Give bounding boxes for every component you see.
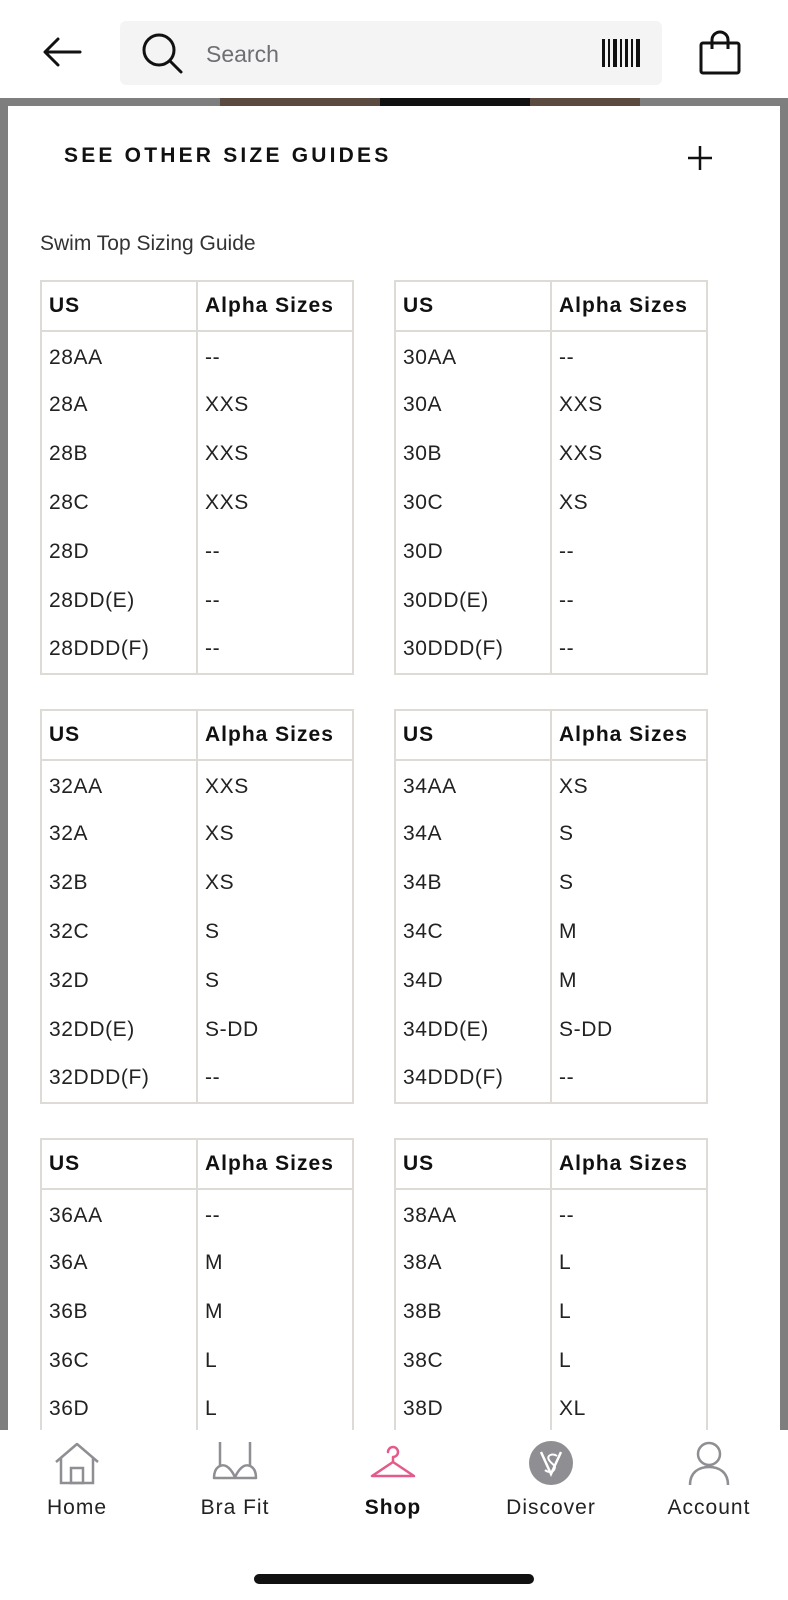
us-size: 30D bbox=[395, 527, 551, 576]
alpha-size: -- bbox=[551, 331, 707, 380]
alpha-size: XS bbox=[551, 478, 707, 527]
nav-discover[interactable] bbox=[476, 1440, 626, 1550]
alpha-size: XXS bbox=[551, 380, 707, 429]
size-table bbox=[394, 1138, 708, 1430]
table-row bbox=[41, 1238, 353, 1287]
us-size: 38AA bbox=[395, 1189, 551, 1238]
us-size: 36C bbox=[41, 1336, 197, 1385]
alpha-header: Alpha Sizes bbox=[551, 281, 707, 331]
us-header: US bbox=[41, 710, 197, 760]
alpha-size: XL bbox=[551, 1385, 707, 1430]
bra-icon bbox=[210, 1440, 260, 1486]
alpha-size: L bbox=[551, 1238, 707, 1287]
alpha-size: S bbox=[197, 907, 353, 956]
alpha-size: XS bbox=[197, 809, 353, 858]
alpha-size: S bbox=[197, 956, 353, 1005]
alpha-size: XXS bbox=[197, 478, 353, 527]
table-row bbox=[41, 760, 353, 809]
table-row bbox=[395, 478, 707, 527]
us-size: 30DD(E) bbox=[395, 576, 551, 625]
table-header-row bbox=[395, 1139, 707, 1189]
alpha-size: -- bbox=[197, 527, 353, 576]
barcode-scan-icon[interactable] bbox=[602, 39, 640, 67]
size-table bbox=[394, 280, 708, 675]
table-row bbox=[395, 1385, 707, 1430]
guide-title: Swim Top Sizing Guide bbox=[40, 232, 256, 255]
us-size: 30DDD(F) bbox=[395, 625, 551, 674]
table-row bbox=[395, 1287, 707, 1336]
us-size: 34B bbox=[395, 858, 551, 907]
nav-discover-label: Discover bbox=[506, 1496, 596, 1519]
see-other-size-guides-toggle[interactable] bbox=[8, 106, 780, 206]
alpha-size: XXS bbox=[197, 429, 353, 478]
us-size: 34A bbox=[395, 809, 551, 858]
search-icon bbox=[140, 31, 184, 75]
us-size: 28A bbox=[41, 380, 197, 429]
table-row bbox=[395, 527, 707, 576]
nav-bra-fit-label: Bra Fit bbox=[200, 1496, 270, 1519]
us-size: 32DDD(F) bbox=[41, 1054, 197, 1103]
us-size: 30B bbox=[395, 429, 551, 478]
alpha-size: S bbox=[551, 809, 707, 858]
alpha-size: -- bbox=[197, 625, 353, 674]
us-size: 36D bbox=[41, 1385, 197, 1430]
table-row bbox=[395, 858, 707, 907]
size-table bbox=[40, 709, 354, 1104]
hanger-icon bbox=[368, 1440, 418, 1486]
table-row bbox=[395, 1336, 707, 1385]
table-row bbox=[41, 809, 353, 858]
person-icon bbox=[684, 1440, 734, 1486]
us-size: 32DD(E) bbox=[41, 1005, 197, 1054]
table-row bbox=[41, 331, 353, 380]
search-bar[interactable] bbox=[120, 21, 662, 85]
alpha-size: S-DD bbox=[551, 1005, 707, 1054]
home-indicator bbox=[254, 1574, 534, 1584]
us-header: US bbox=[41, 281, 197, 331]
table-row bbox=[395, 1054, 707, 1103]
us-size: 36B bbox=[41, 1287, 197, 1336]
alpha-size: -- bbox=[551, 625, 707, 674]
us-header: US bbox=[41, 1139, 197, 1189]
size-guide-sheet bbox=[8, 106, 780, 1430]
table-row bbox=[41, 478, 353, 527]
us-size: 28DD(E) bbox=[41, 576, 197, 625]
us-size: 34DD(E) bbox=[395, 1005, 551, 1054]
alpha-size: XS bbox=[197, 858, 353, 907]
us-size: 32A bbox=[41, 809, 197, 858]
table-row bbox=[395, 956, 707, 1005]
us-size: 32AA bbox=[41, 760, 197, 809]
table-row bbox=[41, 1005, 353, 1054]
alpha-size: M bbox=[197, 1238, 353, 1287]
us-size: 38C bbox=[395, 1336, 551, 1385]
table-row bbox=[41, 380, 353, 429]
us-size: 28DDD(F) bbox=[41, 625, 197, 674]
table-row bbox=[41, 576, 353, 625]
alpha-size: L bbox=[551, 1336, 707, 1385]
table-header-row bbox=[41, 281, 353, 331]
alpha-size: L bbox=[551, 1287, 707, 1336]
us-size: 34D bbox=[395, 956, 551, 1005]
nav-bra-fit[interactable] bbox=[160, 1440, 310, 1550]
alpha-size: -- bbox=[197, 331, 353, 380]
other-guides-label: SEE OTHER SIZE GUIDES bbox=[64, 144, 392, 167]
us-size: 30C bbox=[395, 478, 551, 527]
alpha-size: XS bbox=[551, 760, 707, 809]
alpha-size: XXS bbox=[197, 380, 353, 429]
vs-logo-icon bbox=[526, 1440, 576, 1486]
nav-shop-label: Shop bbox=[364, 1496, 422, 1519]
alpha-size: -- bbox=[551, 527, 707, 576]
back-arrow-icon bbox=[36, 30, 90, 74]
table-row bbox=[41, 1385, 353, 1430]
size-table bbox=[40, 1138, 354, 1430]
table-row bbox=[41, 1287, 353, 1336]
us-size: 36AA bbox=[41, 1189, 197, 1238]
table-row bbox=[395, 1238, 707, 1287]
us-size: 32D bbox=[41, 956, 197, 1005]
alpha-size: S-DD bbox=[197, 1005, 353, 1054]
nav-home-label: Home bbox=[46, 1496, 108, 1519]
plus-icon bbox=[686, 144, 714, 172]
us-size: 28C bbox=[41, 478, 197, 527]
table-row bbox=[41, 956, 353, 1005]
table-row bbox=[395, 809, 707, 858]
table-header-row bbox=[41, 1139, 353, 1189]
table-row bbox=[41, 907, 353, 956]
alpha-size: M bbox=[551, 907, 707, 956]
alpha-size: -- bbox=[197, 576, 353, 625]
table-row bbox=[395, 1189, 707, 1238]
us-size: 38B bbox=[395, 1287, 551, 1336]
nav-shop[interactable] bbox=[318, 1440, 468, 1550]
alpha-size: XXS bbox=[197, 760, 353, 809]
table-row bbox=[395, 907, 707, 956]
alpha-size: S bbox=[551, 858, 707, 907]
alpha-size: M bbox=[551, 956, 707, 1005]
table-row bbox=[41, 1054, 353, 1103]
alpha-size: XXS bbox=[551, 429, 707, 478]
us-size: 36A bbox=[41, 1238, 197, 1287]
alpha-size: -- bbox=[551, 576, 707, 625]
top-bar bbox=[0, 0, 788, 98]
table-row bbox=[395, 760, 707, 809]
us-header: US bbox=[395, 281, 551, 331]
size-table bbox=[40, 280, 354, 675]
alpha-header: Alpha Sizes bbox=[197, 1139, 353, 1189]
us-size: 28D bbox=[41, 527, 197, 576]
table-row bbox=[395, 625, 707, 674]
alpha-size: -- bbox=[197, 1189, 353, 1238]
us-size: 32B bbox=[41, 858, 197, 907]
us-size: 38A bbox=[395, 1238, 551, 1287]
table-row bbox=[41, 625, 353, 674]
alpha-size: L bbox=[197, 1385, 353, 1430]
us-size: 32C bbox=[41, 907, 197, 956]
alpha-size: -- bbox=[551, 1054, 707, 1103]
alpha-size: -- bbox=[551, 1189, 707, 1238]
alpha-size: M bbox=[197, 1287, 353, 1336]
nav-account-label: Account bbox=[667, 1496, 751, 1519]
table-row bbox=[41, 1189, 353, 1238]
us-size: 38D bbox=[395, 1385, 551, 1430]
table-row bbox=[395, 576, 707, 625]
us-size: 30A bbox=[395, 380, 551, 429]
shopping-bag-icon bbox=[696, 30, 744, 76]
table-row bbox=[41, 1336, 353, 1385]
table-row bbox=[41, 858, 353, 907]
alpha-header: Alpha Sizes bbox=[551, 1139, 707, 1189]
search-input[interactable] bbox=[204, 35, 588, 73]
nav-account[interactable] bbox=[634, 1440, 784, 1550]
table-row bbox=[41, 527, 353, 576]
table-row bbox=[395, 380, 707, 429]
table-row bbox=[395, 1005, 707, 1054]
table-row bbox=[395, 429, 707, 478]
us-size: 30AA bbox=[395, 331, 551, 380]
us-size: 34C bbox=[395, 907, 551, 956]
us-size: 28AA bbox=[41, 331, 197, 380]
alpha-size: L bbox=[197, 1336, 353, 1385]
us-header: US bbox=[395, 710, 551, 760]
table-row bbox=[41, 429, 353, 478]
us-header: US bbox=[395, 1139, 551, 1189]
home-icon bbox=[52, 1440, 102, 1486]
size-table bbox=[394, 709, 708, 1104]
table-row bbox=[395, 331, 707, 380]
background-image-edge-dark bbox=[380, 98, 530, 106]
us-size: 28B bbox=[41, 429, 197, 478]
shopping-bag-button[interactable] bbox=[696, 30, 744, 76]
table-header-row bbox=[395, 710, 707, 760]
table-header-row bbox=[395, 281, 707, 331]
table-header-row bbox=[41, 710, 353, 760]
alpha-size: -- bbox=[197, 1054, 353, 1103]
nav-home[interactable] bbox=[2, 1440, 152, 1550]
us-size: 34DDD(F) bbox=[395, 1054, 551, 1103]
back-button[interactable] bbox=[36, 30, 90, 74]
us-size: 34AA bbox=[395, 760, 551, 809]
alpha-header: Alpha Sizes bbox=[197, 710, 353, 760]
alpha-header: Alpha Sizes bbox=[197, 281, 353, 331]
alpha-header: Alpha Sizes bbox=[551, 710, 707, 760]
